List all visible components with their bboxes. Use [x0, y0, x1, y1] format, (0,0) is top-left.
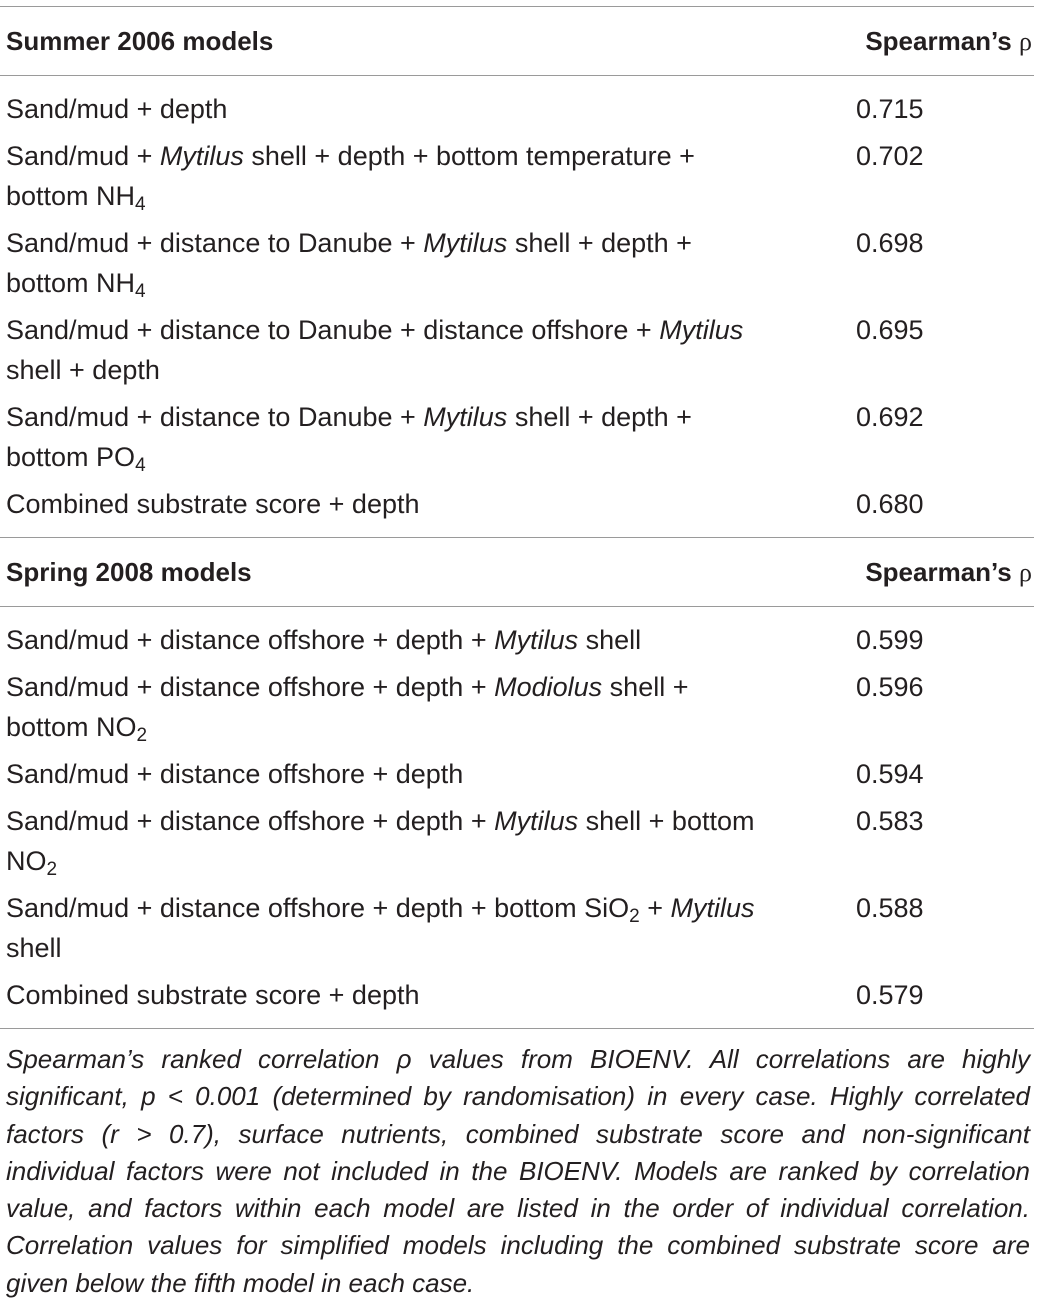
table-row — [0, 89, 1034, 129]
table-row — [0, 484, 1034, 524]
rho-value: 0.599 — [856, 625, 924, 655]
rho-value: 0.588 — [856, 893, 924, 923]
table-row — [0, 754, 1034, 794]
model-text: Sand/mud + distance to Danube + distance offshore + — [6, 315, 660, 345]
model-text: 4 — [135, 194, 146, 215]
model-cell — [0, 223, 766, 303]
model-text: shell + bottom NO — [6, 672, 689, 742]
model-cell — [0, 397, 766, 477]
model-text: shell + depth — [6, 355, 160, 385]
table-row — [0, 136, 1034, 216]
model-text: Mytilus — [423, 402, 508, 432]
rho-value: 0.680 — [856, 489, 924, 519]
section-header-summer-2006 — [0, 7, 1034, 75]
model-text: Sand/mud + distance to Danube + — [6, 402, 424, 432]
model-cell — [0, 801, 766, 881]
model-text: Sand/mud + — [6, 141, 160, 171]
model-text: Mytilus — [494, 625, 579, 655]
section-rows — [0, 76, 1034, 537]
model-cell — [0, 620, 766, 660]
table-footnote: Spearman’s ranked correlation ρ values from BIOENV. All correlations are highly significant, p < 0.001 (determined by randomisation) in every case. Highly correlated factors (r > 0.7), surface nutrients, combined substrate score and non-significant individual factors were not included in the BIOENV. Models are ranked by correlation value, and factors within each model are listed in the order of individual correlation. Correlation values for simplified models including the combined substrate score are given below the fifth model in each case. — [6, 1044, 1030, 1298]
model-cell — [0, 484, 766, 524]
table-row — [0, 667, 1034, 747]
model-cell — [0, 89, 766, 129]
model-text: + — [639, 893, 671, 923]
table-row — [0, 310, 1034, 390]
section-rows — [0, 607, 1034, 1028]
model-text: shell + bottom NO — [6, 806, 755, 876]
model-text: 2 — [629, 906, 640, 927]
model-text: Sand/mud + distance offshore + depth + — [6, 806, 495, 836]
rho-value: 0.692 — [856, 402, 924, 432]
model-text: Mytilus — [494, 806, 579, 836]
section-header-spring-2008 — [0, 538, 1034, 606]
section-title: Spring 2008 models — [6, 556, 252, 587]
rho-value: 0.715 — [856, 94, 924, 124]
table-row — [0, 397, 1034, 477]
model-text: Sand/mud + distance offshore + depth + bottom SiO — [6, 893, 630, 923]
model-cell — [0, 975, 766, 1015]
table-row — [0, 888, 1034, 968]
model-cell — [0, 888, 766, 968]
table-row — [0, 975, 1034, 1015]
column-header-spearman: Spearman’s ρ — [865, 556, 1032, 587]
rho-value: 0.698 — [856, 228, 924, 258]
model-text: Sand/mud + distance offshore + depth — [6, 759, 464, 789]
results-table — [0, 6, 1034, 1302]
rho-value: 0.579 — [856, 980, 924, 1010]
model-text: shell — [6, 933, 62, 963]
model-cell — [0, 754, 766, 794]
rho-value: 0.702 — [856, 141, 924, 171]
section-title: Summer 2006 models — [6, 25, 274, 56]
model-text: Sand/mud + distance offshore + depth + — [6, 672, 495, 702]
model-text: Combined substrate score + depth — [6, 980, 420, 1010]
model-text: Sand/mud + depth — [6, 94, 228, 124]
rho-value: 0.596 — [856, 672, 924, 702]
model-text: 4 — [135, 281, 146, 302]
model-text: shell + depth + bottom temperature + bottom NH — [6, 141, 695, 211]
model-text: Combined substrate score + depth — [6, 489, 420, 519]
model-cell — [0, 667, 766, 747]
table-row — [0, 620, 1034, 660]
rho-value: 0.695 — [856, 315, 924, 345]
model-text: shell — [578, 625, 642, 655]
table-row — [0, 223, 1034, 303]
model-cell — [0, 310, 766, 390]
model-text: Sand/mud + distance to Danube + — [6, 228, 424, 258]
model-text: shell + depth + bottom PO — [6, 402, 692, 472]
column-header-spearman: Spearman’s ρ — [865, 25, 1032, 56]
model-text: Mytilus — [159, 141, 244, 171]
model-text: Mytilus — [659, 315, 744, 345]
model-cell — [0, 136, 766, 216]
model-text: 2 — [136, 725, 148, 746]
model-text: Mytilus — [670, 893, 755, 923]
rho-value: 0.594 — [856, 759, 924, 789]
model-text: 4 — [135, 455, 146, 476]
model-text: Sand/mud + distance offshore + depth + — [6, 625, 495, 655]
model-text: 2 — [46, 859, 58, 880]
rho-value: 0.583 — [856, 806, 924, 836]
table-row — [0, 801, 1034, 881]
model-text: Mytilus — [423, 228, 508, 258]
model-text: Modiolus — [494, 672, 603, 702]
model-text: shell + depth + bottom NH — [6, 228, 692, 298]
